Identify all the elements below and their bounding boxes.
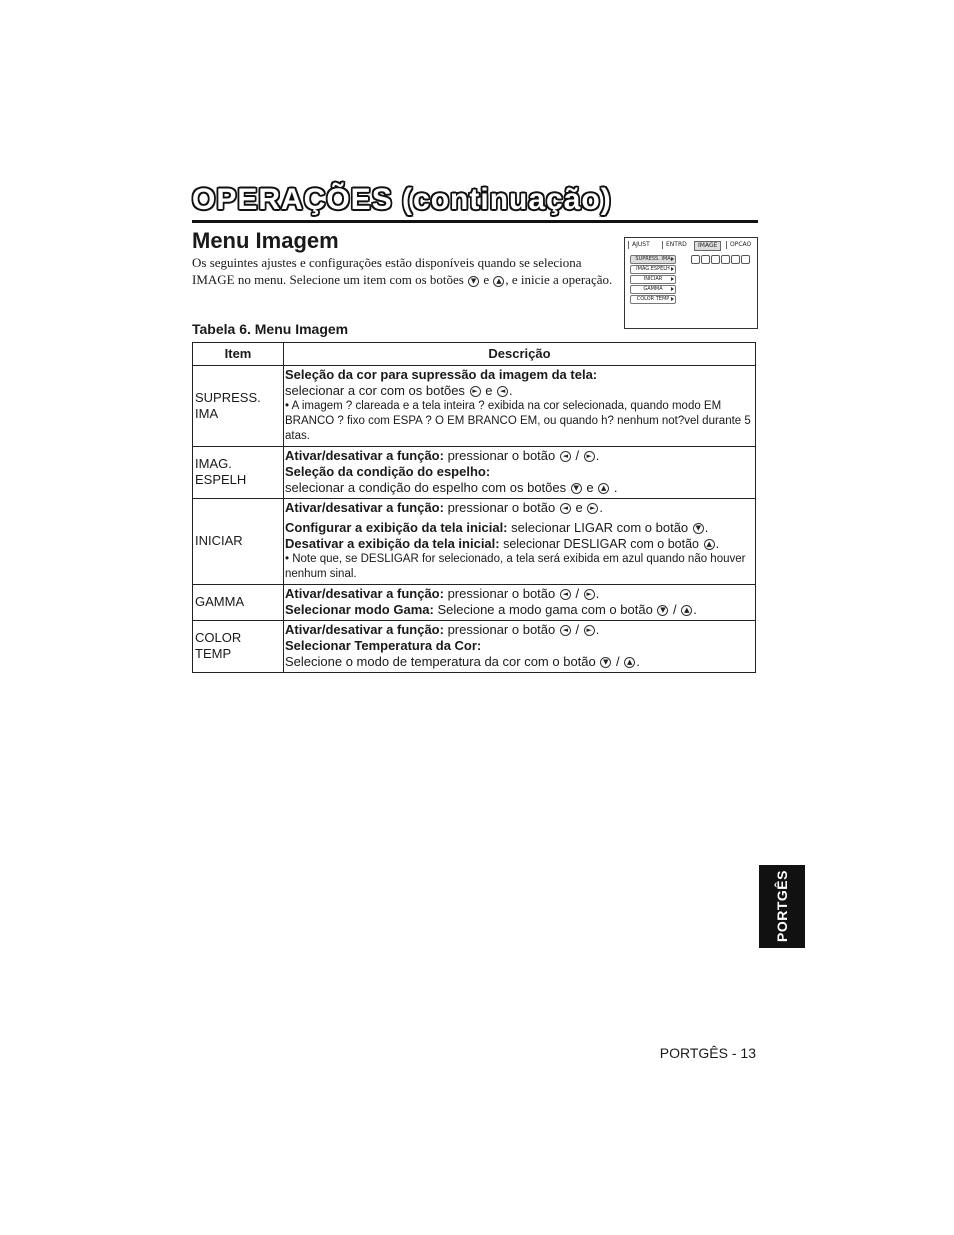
menu-tab-image: IMAGE [694, 241, 721, 251]
description-text: pressionar o botão [443, 586, 556, 601]
description-bold: Seleção da cor para supressão da imagem da tela: [285, 367, 598, 382]
menu-item-espelh: IMAG.ESPELH [630, 265, 676, 274]
description-line [285, 536, 754, 552]
menu-item-color-temp: COLOR TEMP [630, 295, 676, 304]
item-label: TEMP [195, 646, 232, 661]
description-end: . [599, 500, 603, 515]
right-arrow-button-icon: ► [584, 451, 595, 462]
down-arrow-button-icon: ▼ [600, 657, 611, 668]
menu-item-gamma: GAMMA [630, 285, 676, 294]
item-cell [193, 366, 284, 447]
table-row [193, 499, 756, 585]
description-bold: Ativar/desativar a função: [285, 586, 444, 601]
description-separator: e [586, 480, 594, 495]
intro-text-2: e [483, 272, 490, 287]
description-line [285, 383, 754, 399]
table-header-row [193, 343, 756, 366]
description-line [285, 654, 754, 670]
item-label: INICIAR [195, 533, 243, 548]
description-cell [284, 499, 756, 585]
description-line [285, 480, 754, 496]
description-line: • A imagem ? clareada e a tela inteira ? exibida na cor selecionada, quando modo EM BRANCO ? fixo com ESPA ? O EM BRANCO EM, ou quando h? nenhum not?vel durante 5 atas. [285, 400, 751, 442]
item-label: SUPRESS. [195, 389, 261, 405]
menu-tab-opcao: OPCAO [726, 241, 754, 249]
item-cell [193, 585, 284, 621]
item-cell [193, 499, 284, 585]
menu-color-box [721, 255, 730, 264]
right-arrow-button-icon: ► [470, 386, 481, 397]
description-bold: Seleção da condição do espelho: [285, 464, 491, 479]
menu-color-box [731, 255, 740, 264]
description-text: Selecione a modo gama com o botão [433, 602, 653, 617]
description-end: . [610, 480, 618, 495]
description-line [285, 367, 754, 383]
item-cell [193, 447, 284, 499]
description-text: pressionar o botão [443, 448, 556, 463]
header-description: Descrição [284, 343, 756, 366]
description-line [285, 638, 754, 654]
intro-paragraph [192, 254, 617, 288]
section-title: Menu Imagem [192, 228, 339, 253]
item-label: IMAG. [195, 456, 232, 471]
down-arrow-button-icon: ▼ [468, 276, 479, 287]
description-line [285, 464, 754, 480]
menu-color-boxes [691, 255, 751, 266]
down-arrow-button-icon: ▼ [571, 483, 582, 494]
table-row [193, 585, 756, 621]
description-bold: Ativar/desativar a função: [285, 448, 444, 463]
description-bold: Configurar a exibição da tela inicial: [285, 520, 508, 535]
down-arrow-button-icon: ▼ [693, 523, 704, 534]
item-label: ESPELH [195, 472, 247, 487]
table-row [193, 366, 756, 447]
side-tab-label: PORTGÊS [774, 870, 790, 942]
item-label: GAMMA [195, 594, 245, 609]
intro-text-1: Os seguintes ajustes e configurações estão disponíveis quando se seleciona IMAGE no menu. Selecione um item com os botões [192, 255, 582, 287]
description-text: Selecione o modo de temperatura da cor com o botão [285, 654, 596, 669]
menu-color-box [701, 255, 710, 264]
description-bold: Selecionar Temperatura da Cor: [285, 638, 482, 653]
menu-color-box [741, 255, 750, 264]
page-title: OPERAÇÕES (continuação) [192, 183, 612, 216]
description-cell [284, 585, 756, 621]
description-end: . [509, 383, 513, 398]
menu-color-box [711, 255, 720, 264]
description-text: pressionar o botão [443, 622, 556, 637]
left-arrow-button-icon: ◄ [560, 451, 571, 462]
up-arrow-button-icon: ▲ [493, 276, 504, 287]
item-cell [193, 621, 284, 673]
description-line [285, 448, 754, 464]
menu-color-box [691, 255, 700, 264]
right-arrow-button-icon: ► [584, 625, 595, 636]
menu-tab-bar [628, 241, 754, 249]
description-line [285, 520, 754, 536]
description-line [285, 500, 754, 516]
table-row [193, 447, 756, 499]
description-line: • Note que, se DESLIGAR for selecionado, a tela será exibida em azul quando não houver nenhum sinal. [285, 553, 746, 580]
menu-item-supress: SUPRESS. IMA [630, 255, 676, 264]
description-bold: Ativar/desativar a função: [285, 500, 444, 515]
description-text: selecionar LIGAR com o botão [507, 520, 689, 535]
description-text: selecionar a condição do espelho com os botões [285, 480, 567, 495]
description-bold: Ativar/desativar a função: [285, 622, 444, 637]
right-arrow-button-icon: ► [584, 589, 595, 600]
description-end: . [693, 602, 697, 617]
description-separator: / [575, 586, 580, 601]
up-arrow-button-icon: ▲ [598, 483, 609, 494]
description-line [285, 622, 754, 638]
table-body [193, 366, 756, 673]
item-label: COLOR [195, 630, 242, 645]
table-row [193, 621, 756, 673]
menu-screenshot [624, 237, 758, 329]
description-separator: / [616, 654, 620, 669]
menu-image-table [192, 342, 756, 673]
title-rule [192, 220, 758, 223]
item-label: IMA [195, 405, 219, 421]
description-separator: / [575, 622, 580, 637]
menu-item-list [630, 255, 676, 305]
up-arrow-button-icon: ▲ [681, 605, 692, 616]
description-separator: / [673, 602, 677, 617]
description-cell [284, 447, 756, 499]
description-separator: e [575, 500, 583, 515]
description-bold: Desativar a exibição da tela inicial: [285, 536, 500, 551]
description-bold: Selecionar modo Gama: [285, 602, 434, 617]
description-end: . [595, 586, 600, 601]
description-end: . [595, 448, 600, 463]
description-separator: e [485, 383, 493, 398]
description-line [285, 586, 754, 602]
up-arrow-button-icon: ▲ [704, 539, 715, 550]
description-text: selecionar DESLIGAR com o botão [499, 537, 700, 551]
up-arrow-button-icon: ▲ [624, 657, 635, 668]
page-footer: PORTGÊS - 13 [659, 1045, 756, 1061]
description-end: . [704, 520, 709, 535]
description-end: . [715, 536, 720, 551]
description-text: selecionar a cor com os botões [285, 383, 465, 398]
down-arrow-button-icon: ▼ [657, 605, 668, 616]
description-cell [284, 621, 756, 673]
description-cell [284, 366, 756, 447]
left-arrow-button-icon: ◄ [560, 503, 571, 514]
menu-item-iniciar: INICIAR [630, 275, 676, 284]
right-arrow-button-icon: ► [587, 503, 598, 514]
left-arrow-button-icon: ◄ [560, 625, 571, 636]
description-end: . [636, 654, 640, 669]
menu-tab-entrd: ENTRD [662, 241, 690, 249]
description-separator: / [575, 448, 580, 463]
left-arrow-button-icon: ◄ [560, 589, 571, 600]
intro-text-3: , e inicie a operação. [505, 272, 613, 287]
left-arrow-button-icon: ◄ [497, 386, 508, 397]
description-end: . [595, 622, 600, 637]
header-item: Item [193, 343, 284, 366]
description-line [285, 602, 754, 618]
side-language-tab [759, 865, 805, 948]
table-caption: Tabela 6. Menu Imagem [192, 321, 349, 337]
description-text: pressionar o botão [443, 500, 556, 515]
menu-tab-ajust: AJUST [628, 241, 653, 249]
